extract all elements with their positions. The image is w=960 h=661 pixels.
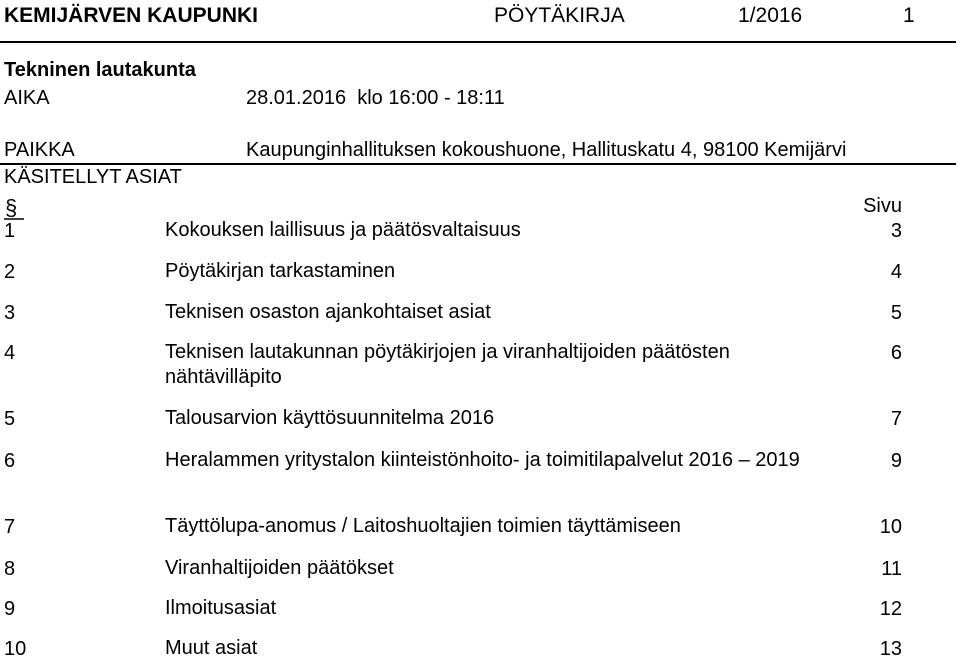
agenda-item-title: Täyttölupa-anomus / Laitoshuoltajien toimien täyttämiseen (165, 515, 681, 537)
time-label: AIKA (4, 87, 50, 109)
agenda-item-number: 1 (4, 220, 16, 242)
agenda-item-page: 4 (890, 261, 902, 283)
document-number: 1/2016 (738, 4, 803, 27)
section-sign-icon (4, 196, 24, 220)
agenda-item-title: Teknisen osaston ajankohtaiset asiat (165, 301, 491, 323)
agenda-item-number: 9 (4, 598, 16, 620)
page-column-label: Sivu (863, 195, 902, 217)
agenda-item-title: Ilmoitusasiat (165, 597, 277, 619)
agenda-item-number: 5 (4, 408, 16, 430)
committee-name: Tekninen lautakunta (4, 59, 196, 81)
place-label: PAIKKA (4, 139, 75, 161)
agenda-item-page: 13 (879, 638, 902, 660)
agenda-item-page: 9 (890, 450, 902, 472)
agenda-item-number: 2 (4, 261, 16, 283)
agenda-item-number: 6 (4, 450, 16, 472)
place-value: Kaupunginhallituksen kokoushuone, Hallituskatu 4, 98100 Kemijärvi (246, 139, 847, 161)
agenda-item-number: 3 (4, 302, 16, 324)
agenda-item-number: 4 (4, 342, 16, 364)
meta-divider (0, 163, 956, 165)
agenda-item-title: Heralammen yritystalon kiinteistönhoito- ja toimitilapalvelut 2016 – 2019 (165, 449, 800, 471)
agenda-item-title: Talousarvion käyttösuunnitelma 2016 (165, 407, 495, 429)
agenda-item-page: 12 (879, 598, 902, 620)
agenda-item-title: Pöytäkirjan tarkastaminen (165, 260, 396, 282)
agenda-item-page: 10 (879, 516, 902, 538)
agenda-item-page: 6 (890, 342, 902, 364)
page-number: 1 (903, 4, 915, 27)
organization-name: KEMIJÄRVEN KAUPUNKI (4, 4, 258, 27)
agenda-item-title: Teknisen lautakunnan pöytäkirjojen ja viranhaltijoiden päätösten nähtävilläpito (165, 341, 730, 388)
agenda-item-number: 8 (4, 558, 16, 580)
document-type: PÖYTÄKIRJA (494, 4, 625, 27)
agenda-heading: KÄSITELLYT ASIAT (4, 166, 182, 188)
agenda-item-page: 5 (890, 302, 902, 324)
agenda-item-page: 3 (890, 220, 902, 242)
svg-text:§: § (5, 196, 18, 220)
agenda-item-title: Viranhaltijoiden päätökset (165, 557, 394, 579)
header-divider (0, 41, 956, 43)
agenda-item-title: Muut asiat (165, 637, 258, 659)
agenda-item-number: 10 (4, 638, 27, 660)
agenda-item-page: 11 (881, 558, 902, 580)
agenda-item-title: Kokouksen laillisuus ja päätösvaltaisuus (165, 219, 521, 241)
time-value: 28.01.2016 klo 16:00 - 18:11 (246, 87, 505, 109)
agenda-item-number: 7 (4, 516, 16, 538)
agenda-item-page: 7 (890, 408, 902, 430)
